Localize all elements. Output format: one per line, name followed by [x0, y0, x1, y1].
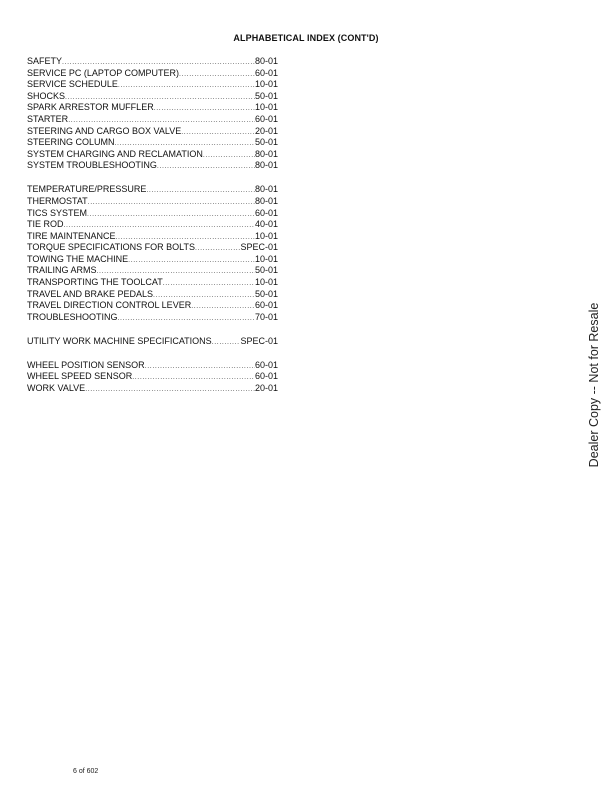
index-entry-name: WHEEL POSITION SENSOR	[27, 359, 145, 370]
dot-leader	[212, 337, 241, 349]
index-entry-page: 60-01	[254, 300, 278, 311]
dot-leader	[118, 313, 255, 325]
dot-leader	[132, 372, 255, 384]
page-title: ALPHABETICAL INDEX (CONT'D)	[233, 33, 379, 43]
index-entry	[27, 312, 278, 324]
index-entry-name: STARTER	[27, 113, 69, 124]
index-entry-name: SHOCKS	[27, 90, 66, 101]
index-entry-page: 10-01	[254, 102, 278, 113]
index-entry-name: TOWING THE MACHINE	[27, 253, 129, 264]
index-entry	[27, 137, 278, 149]
index-entry	[27, 289, 278, 301]
index-entry	[27, 300, 278, 312]
dot-leader	[87, 209, 255, 221]
index-entry-page: 20-01	[254, 125, 278, 136]
index-entry-name: STEERING AND CARGO BOX VALVE	[27, 125, 182, 136]
index-entry-page: 70-01	[254, 311, 278, 322]
index-entry-name: TEMPERATURE/PRESSURE	[27, 184, 147, 195]
index-entry	[27, 265, 278, 277]
index-entry-page: 50-01	[254, 137, 278, 148]
index-entry-page: 80-01	[254, 56, 278, 66]
dot-leader	[179, 69, 255, 81]
index-entry	[27, 383, 278, 395]
index-entry-page: SPEC-01	[240, 335, 278, 346]
index-entry-name: WHEEL SPEED SENSOR	[27, 371, 133, 382]
index-entry-name: TRAVEL DIRECTION CONTROL LEVER	[27, 300, 192, 311]
index-group	[27, 184, 278, 323]
dot-leader	[195, 243, 240, 255]
index-entry-page: 80-01	[254, 160, 278, 171]
index-entry-page: 50-01	[254, 265, 278, 276]
index-entry-name: TROUBLESHOOTING	[27, 311, 118, 322]
dot-leader	[118, 80, 255, 92]
page-number: 6 of 602	[73, 768, 99, 775]
index-group	[27, 336, 278, 348]
index-entry-name: UTILITY WORK MACHINE SPECIFICATIONS	[27, 335, 212, 346]
index-entry	[27, 102, 278, 114]
index-entry-name: SPARK ARRESTOR MUFFLER	[27, 102, 154, 113]
index-entry-name: SERVICE SCHEDULE	[27, 79, 118, 90]
index-entry	[27, 242, 278, 254]
index-entry-page: 10-01	[254, 79, 278, 90]
dot-leader	[88, 197, 255, 209]
index-group	[27, 360, 278, 395]
index-entry-name: THERMOSTAT	[27, 195, 88, 206]
index-entry-page: 60-01	[254, 67, 278, 78]
index-entry	[27, 360, 278, 372]
index-entry-name: TRAILING ARMS	[27, 265, 97, 276]
dot-leader	[203, 150, 255, 162]
index-entry-name: SERVICE PC (LAPTOP COMPUTER)	[27, 67, 180, 78]
index-entry-name: TORQUE SPECIFICATIONS FOR BOLTS	[27, 242, 196, 253]
index-entry-name: WORK VALVE	[27, 383, 86, 394]
index-entry-name: TRAVEL AND BRAKE PEDALS	[27, 288, 154, 299]
index-entry	[27, 126, 278, 138]
index-entry-page: 80-01	[254, 184, 278, 195]
index-entry	[27, 231, 278, 243]
index-entry-page: 50-01	[254, 288, 278, 299]
index-entry-page: 80-01	[254, 195, 278, 206]
index-entry-page: 50-01	[254, 90, 278, 101]
index-entry	[27, 208, 278, 220]
index-entry-page: SPEC-01	[240, 242, 278, 253]
dealer-copy-watermark: Dealer Copy -- Not for Resale	[587, 302, 601, 468]
index-entry	[27, 219, 278, 231]
index-entry-page: 10-01	[254, 230, 278, 241]
index-entry-name: TIRE MAINTENANCE	[27, 230, 116, 241]
index-entry	[27, 91, 278, 103]
dot-leader	[154, 103, 255, 115]
index-entry-name: TIE ROD	[27, 219, 64, 230]
index-entry-name: SAFETY	[27, 56, 63, 66]
index-entry-page: 20-01	[254, 383, 278, 394]
dot-leader	[146, 185, 255, 197]
index-entry-page: 80-01	[254, 148, 278, 159]
index-entry-page: 60-01	[254, 207, 278, 218]
index-entry-name: STEERING COLUMN	[27, 137, 115, 148]
index-entry	[27, 184, 278, 196]
index-entry-page: 60-01	[254, 371, 278, 382]
index-entry	[27, 79, 278, 91]
dot-leader	[128, 255, 255, 267]
dot-leader	[181, 127, 255, 139]
index-entry	[27, 160, 278, 172]
index-entry	[27, 114, 278, 126]
index-entry	[27, 68, 278, 80]
index-entry-name: TRANSPORTING THE TOOLCAT	[27, 277, 163, 288]
index-entry-name: SYSTEM CHARGING AND RECLAMATION	[27, 148, 203, 159]
index-entry	[27, 56, 278, 68]
index-entry-name: SYSTEM TROUBLESHOOTING	[27, 160, 157, 171]
index-entry	[27, 254, 278, 266]
index-entry-name: TICS SYSTEM	[27, 207, 88, 218]
alphabetical-index	[27, 56, 278, 407]
index-entry	[27, 196, 278, 208]
dot-leader	[163, 278, 255, 290]
index-entry	[27, 371, 278, 383]
index-entry-page: 40-01	[254, 219, 278, 230]
index-group	[27, 56, 278, 172]
dot-leader	[85, 384, 255, 396]
dot-leader	[191, 301, 255, 313]
index-entry-page: 10-01	[254, 277, 278, 288]
index-entry-page: 60-01	[254, 359, 278, 370]
index-entry	[27, 149, 278, 161]
index-entry-page: 10-01	[254, 253, 278, 264]
index-entry	[27, 336, 278, 348]
dot-leader	[145, 361, 255, 373]
dot-leader	[157, 161, 255, 173]
index-entry	[27, 277, 278, 289]
index-entry-page: 60-01	[254, 113, 278, 124]
